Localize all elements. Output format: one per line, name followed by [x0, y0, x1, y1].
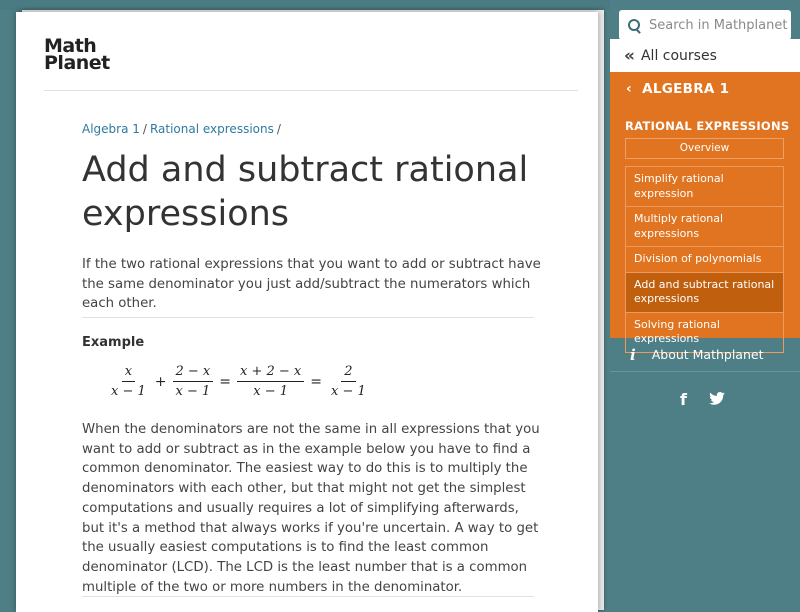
- example-label: Example: [82, 335, 145, 350]
- equals-operator: =: [310, 373, 322, 390]
- search-icon[interactable]: [628, 19, 639, 32]
- plus-operator: +: [154, 373, 167, 390]
- course-label: ALGEBRA 1: [642, 80, 730, 97]
- social-links: [680, 390, 725, 409]
- lesson-division-of-polynomials[interactable]: Division of polynomials: [625, 246, 784, 272]
- lesson-list: [625, 166, 784, 353]
- double-chevron-left-icon: «: [624, 45, 635, 66]
- breadcrumb: [82, 122, 284, 136]
- equals-operator: =: [219, 373, 231, 390]
- all-courses-label: All courses: [640, 47, 717, 64]
- fraction-4: [328, 364, 369, 399]
- fraction-1-denominator: x − 1: [111, 384, 146, 399]
- breadcrumb-algebra-1[interactable]: Algebra 1: [82, 122, 140, 136]
- page-title: Add and subtract rational expressions: [82, 150, 529, 234]
- example-equation: [106, 364, 371, 399]
- fraction-4-numerator: 2: [341, 364, 355, 382]
- info-icon: i: [630, 345, 636, 364]
- breadcrumb-rational-expressions[interactable]: Rational expressions: [149, 122, 274, 136]
- intro-paragraph: If the two rational expressions that you want to add or subtract have the same denominator you just add/subtract the numerators which each other.: [82, 257, 541, 311]
- chapter-title[interactable]: RATIONAL EXPRESSIONS: [625, 119, 790, 133]
- facebook-icon[interactable]: f: [680, 390, 687, 409]
- header-divider: [44, 90, 578, 91]
- search-input[interactable]: [647, 17, 791, 34]
- fraction-3-numerator: x + 2 − x: [237, 364, 304, 382]
- lesson-simplify-rational-expression[interactable]: Simplify rational expression: [625, 166, 784, 206]
- lesson-add-and-subtract-rational-expressions[interactable]: Add and subtract rational expressions: [625, 272, 784, 312]
- fraction-3-denominator: x − 1: [253, 384, 288, 399]
- overview-link[interactable]: Overview: [625, 138, 784, 159]
- lesson-solving-rational-expressions[interactable]: Solving rational expressions: [625, 312, 784, 353]
- fraction-2-numerator: 2 − x: [173, 364, 214, 382]
- mathplanet-logo[interactable]: [44, 35, 114, 74]
- all-courses-link[interactable]: [610, 39, 800, 72]
- section-divider: [82, 317, 534, 318]
- logo-line-2: Planet: [44, 52, 110, 74]
- fraction-4-denominator: x − 1: [330, 384, 366, 399]
- breadcrumb-separator: /: [276, 122, 281, 136]
- fraction-2-denominator: x − 1: [175, 384, 211, 399]
- chapter-panel: [610, 105, 800, 345]
- fraction-1: [108, 364, 149, 399]
- chevron-left-icon: ‹: [626, 80, 633, 97]
- about-label: About Mathplanet: [651, 347, 764, 362]
- fraction-1-numerator: x: [122, 364, 135, 382]
- about-mathplanet-link[interactable]: [610, 338, 800, 372]
- search-box[interactable]: [619, 10, 791, 40]
- fraction-3: [237, 364, 304, 399]
- logo-line-1: Math: [44, 35, 97, 57]
- fraction-2: [173, 364, 214, 399]
- breadcrumb-separator: /: [142, 122, 147, 136]
- course-header-algebra-1[interactable]: [610, 72, 800, 105]
- lesson-multiply-rational-expressions[interactable]: Multiply rational expressions: [625, 206, 784, 246]
- section-divider: [82, 596, 534, 597]
- body-paragraph: When the denominators are not the same in all expressions that you want to add or subtract as in the example below you have to find a common denominator. The easiest way to do this is to multiply the denominators with each other, but that might not get the simplest computations and usually requires a lot of simplifying afterwards, but it's a method that always works if you're uncertain. A way to get the usually easiest computations is to find the least common denominator (LCD). The LCD is the least number that is a common multiple of the two or more numbers in the denominator.: [82, 422, 540, 595]
- twitter-icon[interactable]: [709, 391, 725, 409]
